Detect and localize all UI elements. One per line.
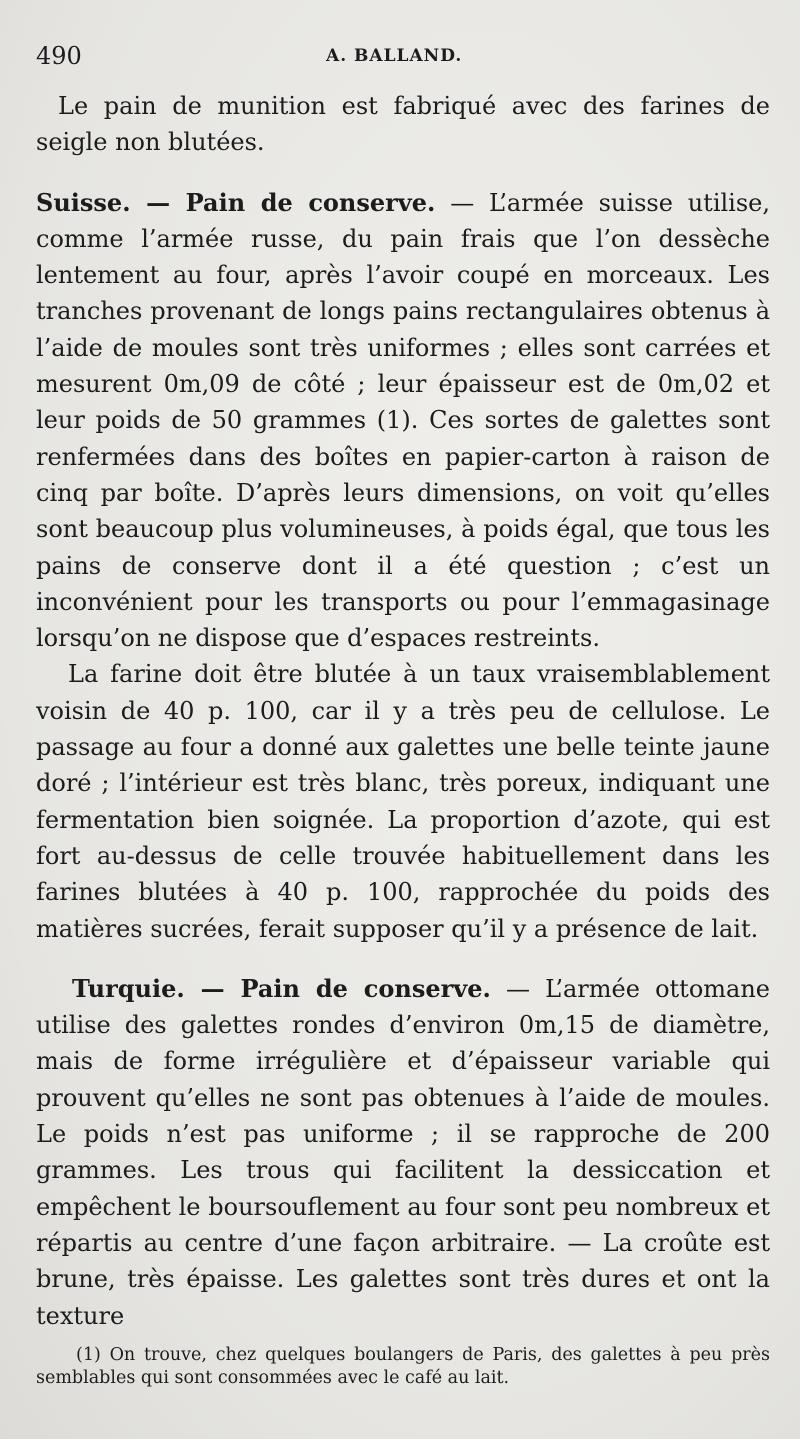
header-author: A. BALLAND. [326, 46, 463, 66]
footnote-spacer [36, 1334, 770, 1344]
paragraph-turquie [36, 971, 770, 1334]
paragraph-turquie-text: — L’armée ottomane utilise des galettes rondes d’environ 0m,15 de diamètre, mais de forme irrégulière et d’épaisseur variable qui prouvent qu’elles ne sont pas obtenues à l’aide de moules. Le poids n’est pas uniforme ; il se rapproche de 200 grammes. Les trous qui facilitent la dessiccation et empêchent le boursouflement au four sont peu nombreux et répartis au centre d’une façon arbitraire. — La croûte est brune, très épaisse. Les galettes sont très dures et ont la texture [36, 974, 771, 1330]
paragraph-seigle: Le pain de munition est fabriqué avec des farines de seigle non blutées. [36, 92, 770, 157]
section-heading-turquie: Turquie. — Pain de conserve. [72, 973, 491, 1003]
running-head [36, 42, 770, 82]
paragraph-suisse-text: — L’armée suisse utilise, comme l’armée russe, du pain frais que l’on dessèche lentement au four, après l’avoir coupé en morceaux. Les tranches provenant de longs pains rectangulaires obtenus à l’aide de moules sont très uniformes ; elles sont carrées et mesurent 0m,09 de côté ; leur épaisseur est de 0m,02 et leur poids de 50 grammes (1). Ces sortes de galettes sont renfermées dans des boîtes en papier-carton à raison de cinq par boîte. D’après leurs dimensions, on voit qu’elles sont beaucoup plus volumineuses, à poids égal, que tous les pains de conserve dont il a été question ; c’est un inconvénient pour les transports ou pour l’emmagasinage lorsqu’on ne dispose que d’espaces restreints. [36, 188, 770, 653]
page-number: 490 [36, 42, 82, 70]
paragraph-suisse [36, 185, 770, 657]
section-heading-suisse: Suisse. — Pain de conserve. [36, 187, 436, 217]
footnote: (1) On trouve, chez quelques boulangers de Paris, des galettes à peu près semblables qui sont consommées avec le café au lait. [36, 1344, 770, 1388]
paragraph-farine: La farine doit être blutée à un taux vraisemblablement voisin de 40 p. 100, car il y a très peu de cellulose. Le passage au four a donné aux galettes une belle teinte jaune doré ; l’intérieur est très blanc, très poreux, indiquant une fermentation bien soignée. La proportion d’azote, qui est fort au-dessus de celle trouvée habituellement dans les farines blutées à 40 p. 100, rapprochée du poids des matières sucrées, ferait supposer qu’il y a présence de lait. [36, 660, 770, 943]
